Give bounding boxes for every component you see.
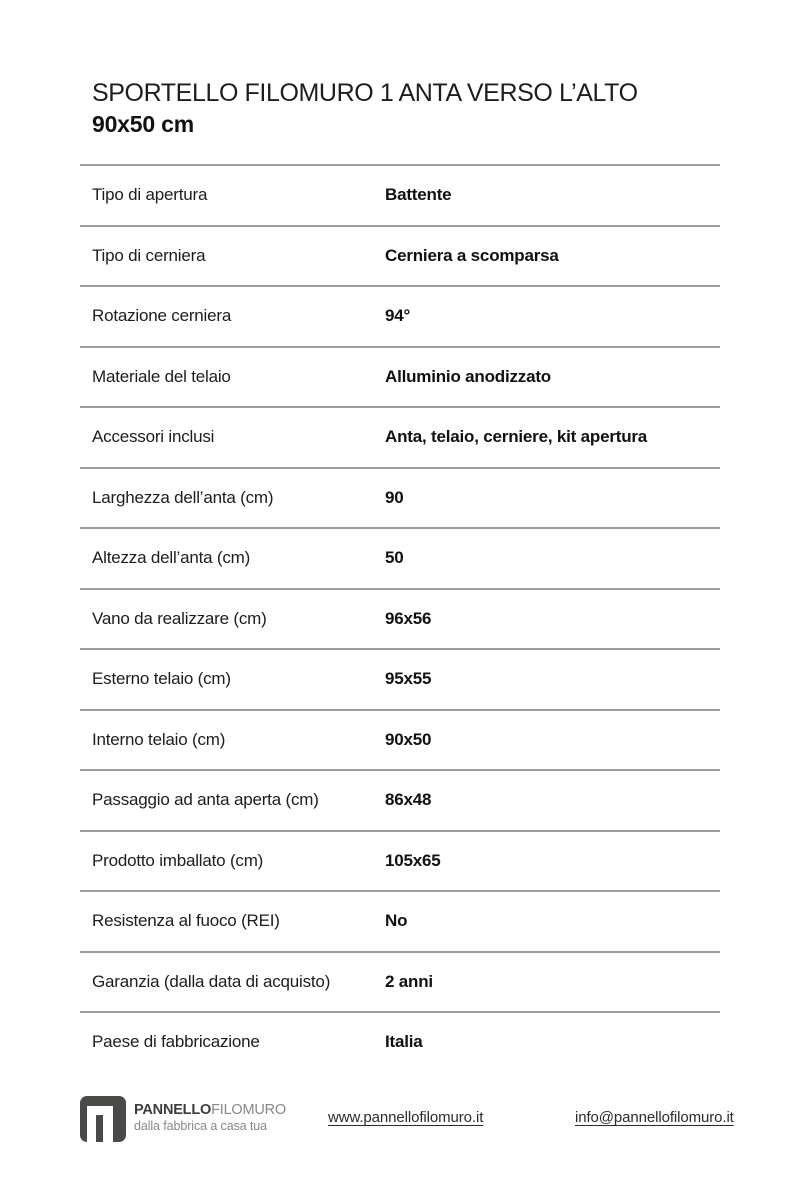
- spec-row-4: [80, 406, 720, 467]
- spec-label: Tipo di cerniera: [92, 245, 206, 265]
- spec-value: 50: [385, 548, 404, 568]
- brand-name: [134, 1102, 286, 1119]
- spec-label: Esterno telaio (cm): [92, 669, 231, 689]
- page-footer: [80, 1096, 740, 1148]
- spec-value: Italia: [385, 1032, 423, 1052]
- spec-label: Altezza dell’anta (cm): [92, 548, 251, 568]
- spec-value: No: [385, 911, 408, 931]
- brand-block: [80, 1096, 286, 1142]
- spec-value: Battente: [385, 185, 452, 205]
- website-link[interactable]: www.pannellofilomuro.it: [328, 1109, 484, 1126]
- spec-label: Rotazione cerniera: [92, 306, 232, 326]
- spec-row-11: [80, 830, 720, 891]
- brand-name-light: FILOMURO: [211, 1102, 287, 1118]
- spec-row-9: [80, 709, 720, 770]
- brand-tagline: dalla fabbrica a casa tua: [134, 1119, 268, 1133]
- email-link[interactable]: info@pannellofilomuro.it: [575, 1109, 734, 1126]
- spec-row-10: [80, 769, 720, 830]
- spec-row-13: [80, 951, 720, 1012]
- spec-row-2: [80, 285, 720, 346]
- spec-row-1: [80, 225, 720, 286]
- spec-label: Materiale del telaio: [92, 366, 231, 386]
- spec-value: 96x56: [385, 608, 432, 628]
- spec-row-8: [80, 648, 720, 709]
- spec-label: Resistenza al fuoco (REI): [92, 911, 280, 931]
- spec-label: Accessori inclusi: [92, 427, 215, 447]
- spec-table: [80, 164, 720, 1072]
- spec-label: Interno telaio (cm): [92, 729, 226, 749]
- spec-value: Cerniera a scomparsa: [385, 245, 559, 265]
- spec-value: Alluminio anodizzato: [385, 366, 551, 386]
- brand-text: [134, 1096, 286, 1134]
- page-subtitle: 90x50 cm: [92, 111, 194, 137]
- spec-label: Prodotto imballato (cm): [92, 850, 264, 870]
- page-title: SPORTELLO FILOMURO 1 ANTA VERSO L’ALTO: [92, 79, 638, 107]
- spec-row-0: [80, 164, 720, 225]
- spec-row-3: [80, 346, 720, 407]
- spec-label: Larghezza dell’anta (cm): [92, 487, 274, 507]
- brand-name-bold: PANNELLO: [134, 1102, 212, 1118]
- spec-value: 90: [385, 487, 404, 507]
- spec-value: 90x50: [385, 729, 432, 749]
- spec-value: 95x55: [385, 669, 432, 689]
- spec-value: Anta, telaio, cerniere, kit apertura: [385, 427, 648, 447]
- spec-value: 105x65: [385, 850, 441, 870]
- spec-row-14: [80, 1011, 720, 1072]
- spec-row-12: [80, 890, 720, 951]
- spec-value: 94°: [385, 306, 411, 326]
- door-frame-logo-icon: [80, 1096, 126, 1142]
- spec-value: 2 anni: [385, 971, 433, 991]
- spec-value: 86x48: [385, 790, 432, 810]
- page-header: [92, 78, 722, 139]
- spec-row-5: [80, 467, 720, 528]
- spec-label: Paese di fabbricazione: [92, 1032, 260, 1052]
- spec-row-7: [80, 588, 720, 649]
- spec-label: Passaggio ad anta aperta (cm): [92, 790, 319, 810]
- spec-label: Garanzia (dalla data di acquisto): [92, 971, 331, 991]
- spec-label: Tipo di apertura: [92, 185, 208, 205]
- spec-label: Vano da realizzare (cm): [92, 608, 267, 628]
- spec-row-6: [80, 527, 720, 588]
